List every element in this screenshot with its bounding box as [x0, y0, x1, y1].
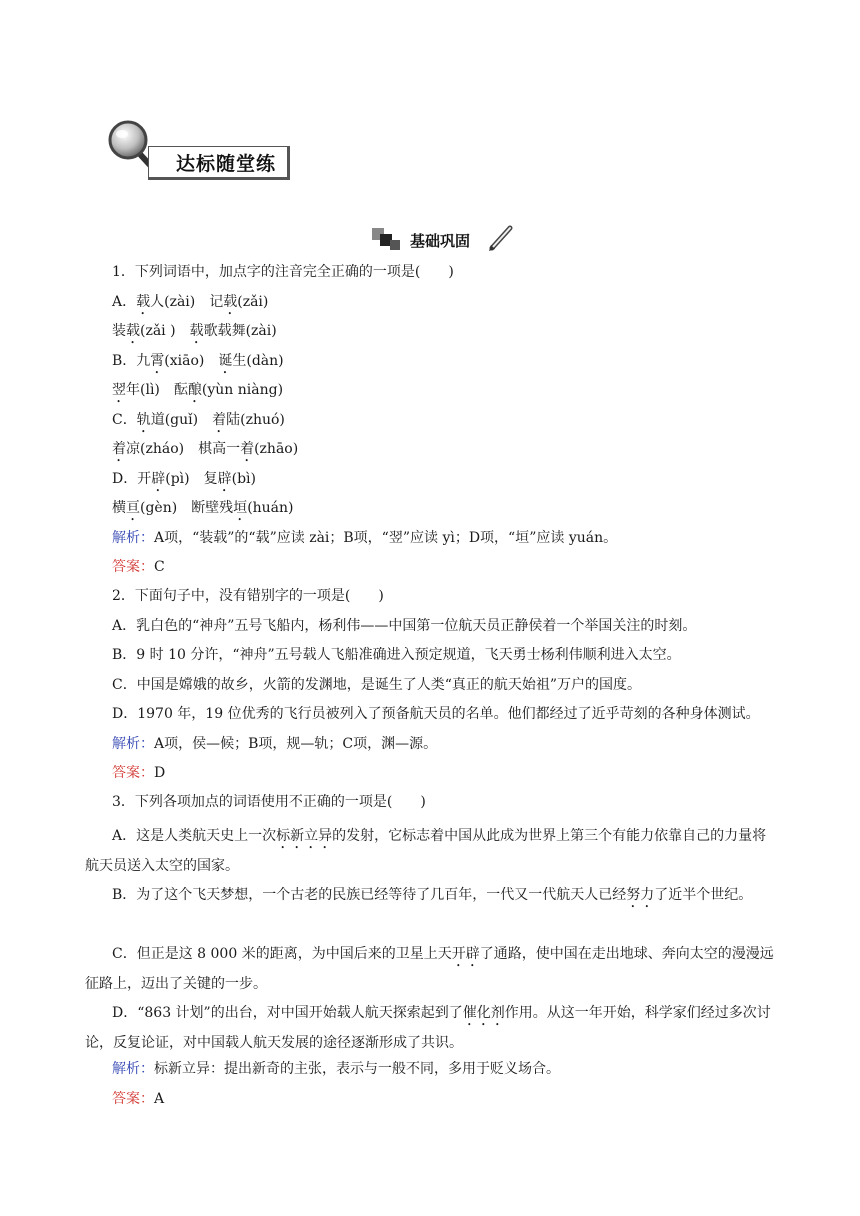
- section-title: 基础巩固: [410, 232, 471, 250]
- pencil-icon: [488, 224, 516, 252]
- q3-answer: 答案：A: [112, 1091, 165, 1107]
- analysis-label: 解析：: [112, 736, 154, 752]
- q3-analysis: 解析：标新立异：提出新奇的主张，表示与一般不同，多用于贬义场合。: [112, 1061, 560, 1077]
- q2-option-a: A．乳白色的“神舟”五号飞船内，杨利伟——中国第一位航天员正静侯着一个举国关注的时刻。: [112, 618, 697, 634]
- q2-answer: 答案：D: [112, 765, 166, 781]
- blocks-icon: [370, 226, 406, 252]
- q1-analysis: 解析：A项，“装载”的“载”应读 zài；B项，“翌”应读 yì；D项，“垣”应读 yuán。: [112, 530, 618, 546]
- q1-option-c-line2: 着凉(zháo) 棋高一着(zhāo): [112, 441, 299, 457]
- q1-answer: 答案：C: [112, 559, 165, 575]
- section-banner: [108, 118, 288, 182]
- analysis-label: 解析：: [112, 530, 154, 546]
- q1-option-b-line1: B．九霄(xiāo) 诞生(dàn): [112, 353, 284, 369]
- section-heading: [370, 224, 520, 254]
- q2-stem: 2．下面句子中，没有错别字的一项是( ): [112, 588, 384, 604]
- q2-analysis: 解析：A项，侯—候；B项，规—轨；C项，渊—源。: [112, 736, 438, 752]
- q1-option-a-line1: A．载人(zài) 记载(zǎi): [112, 294, 269, 310]
- answer-label: 答案：: [112, 1091, 154, 1107]
- q1-option-d-line1: D．开辟(pì) 复辟(bì): [112, 471, 256, 487]
- answer-label: 答案：: [112, 765, 154, 781]
- q1-stem: 1．下列词语中，加点字的注音完全正确的一项是( ): [112, 264, 454, 280]
- q3-option-d: D．“863 计划”的出台，对中国开始载人航天探索起到了催化剂作用。从这一年开始，科学家们经过多次讨论，反复论证，对中国载人航天发展的途径逐渐形成了共识。: [85, 1005, 771, 1051]
- answer-label: 答案：: [112, 559, 154, 575]
- q2-option-c: C．中国是嫦娥的故乡，火箭的发渊地，是诞生了人类“真正的航天始祖”万户的国度。: [112, 677, 642, 693]
- q3-option-a: A．这是人类航天史上一次标新立异的发射，它标志着中国从此成为世界上第三个有能力依靠自己的力量将航天员送入太空的国家。: [85, 828, 767, 874]
- q1-option-b-line2: 翌年(lì) 酝酿(yùn niàng): [112, 382, 284, 398]
- analysis-label: 解析：: [112, 1061, 154, 1077]
- q2-option-d: D．1970 年，19 位优秀的飞行员被列入了预备航天员的名单。他们都经过了近乎苛刻的各种身体测试。: [112, 706, 760, 722]
- q3-option-b: B．为了这个飞天梦想，一个古老的民族已经等待了几百年，一代又一代航天人已经努力了近半个世纪。: [112, 887, 753, 903]
- banner-title: 达标随堂练: [176, 153, 277, 175]
- q1-option-a-line2: 装载(zǎi ) 载歌载舞(zài): [112, 323, 277, 339]
- q3-option-c: C．但正是这 8 000 米的距离，为中国后来的卫星上天开辟了通路，使中国在走出地球、奔向太空的漫漫远征路上，迈出了关键的一步。: [85, 946, 774, 992]
- q3-stem: 3．下列各项加点的词语使用不正确的一项是( ): [112, 794, 426, 810]
- q1-option-c-line1: C．轨道(guǐ) 着陆(zhuó): [112, 412, 285, 428]
- q1-option-d-line2: 横亘(gèn) 断壁残垣(huán): [112, 500, 294, 516]
- q2-option-b: B．9 时 10 分许，“神舟”五号载人飞船准确进入预定规道，飞天勇士杨利伟顺利进入太空。: [112, 647, 681, 663]
